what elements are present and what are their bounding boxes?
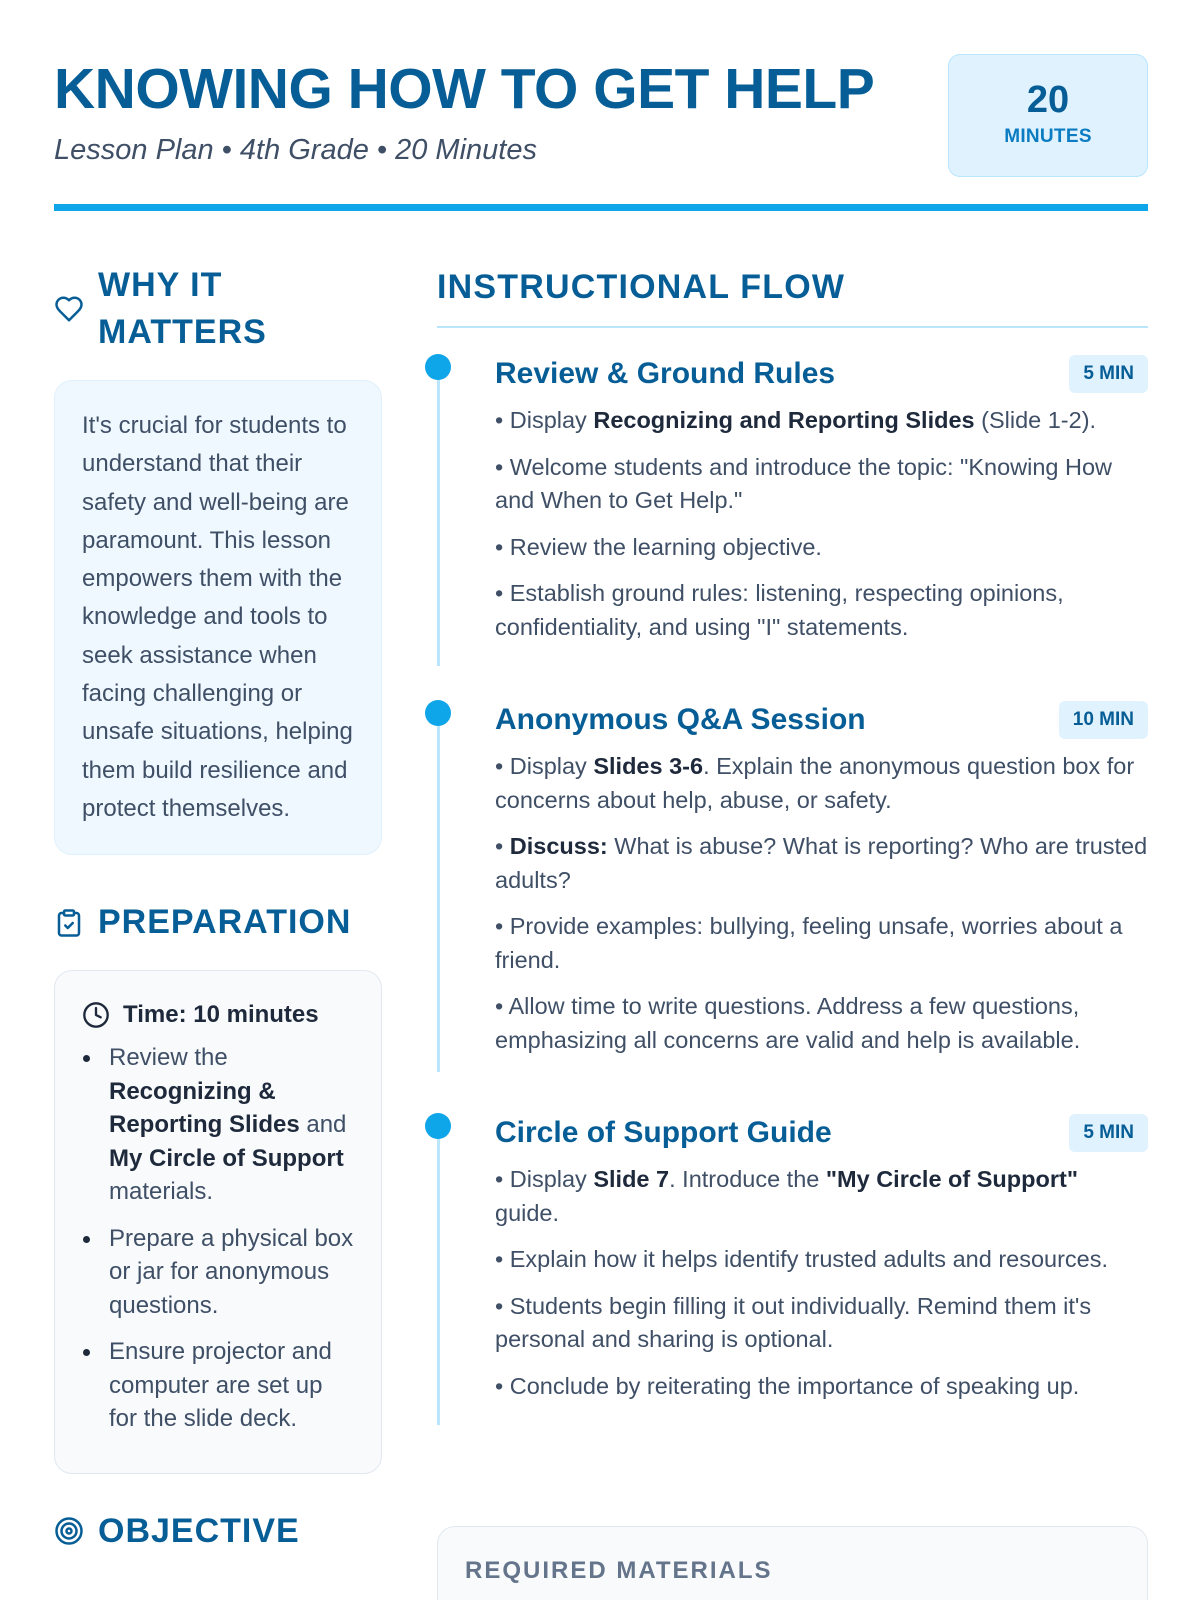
step-duration-badge: 5 MIN [1069,355,1148,393]
step-item [495,577,1148,644]
duration-badge [948,54,1148,177]
timeline-step [437,700,1148,1057]
emphasis-text: Discuss: [509,833,608,859]
duration-unit: MINUTES [1004,126,1092,147]
objective-title: OBJECTIVE [98,1511,300,1550]
why-body: It's crucial for students to understand that their safety and well-being are paramount. This lesson empowers them with the knowledge and tools to seek assistance when facing challenging or unsafe situations, helping them build resilience and protect themselves. [82,412,353,822]
preparation-time-label: Time: 10 minutes [123,1001,319,1029]
emphasis-text: My Circle of Support [109,1144,344,1172]
lesson-title: KNOWING HOW TO GET HELP [54,57,875,121]
text-run: What is abuse? What is reporting? Who are trusted adults? [495,833,1148,893]
step-title: Anonymous Q&A Session [495,703,866,736]
timeline-dot [425,700,451,726]
step-title: Circle of Support Guide [495,1116,832,1149]
step-duration-badge: 5 MIN [1069,1114,1148,1152]
text-run: • Display [495,753,594,779]
timeline-step [437,354,1148,644]
lesson-subtitle: Lesson Plan • 4th Grade • 20 Minutes [54,134,537,166]
right-column [437,262,1148,1416]
text-run: • Establish ground rules: listening, respecting opinions, confidentiality, and using "I" statements. [495,580,1064,640]
timeline-dot [425,1113,451,1139]
step-item [495,830,1148,897]
text-run: guide. [495,1199,560,1226]
preparation-card [54,970,382,1474]
text-run: • Explain how it helps identify trusted adults and resources. [495,1246,1109,1272]
preparation-list [82,1041,355,1436]
emphasis-text: Slides 3-6 [593,753,704,779]
lesson-header [54,54,1148,212]
step-item [495,1290,1148,1357]
target-icon [54,1516,84,1546]
text-run: and [299,1111,347,1139]
text-run: • Conclude by reiterating the importance of speaking up. [495,1372,1080,1399]
text-run: • Display [495,407,594,433]
emphasis-text: Recognizing and Reporting Slides [593,407,975,433]
preparation-section-header [54,899,382,946]
step-items [495,750,1148,1057]
timeline [437,354,1148,1403]
text-run: (Slide 1-2). [974,407,1097,433]
preparation-item [82,1222,355,1323]
step-item [495,1370,1148,1404]
text-run: • Review the learning objective. [495,533,822,560]
preparation-item [82,1335,355,1436]
clock-icon [82,1001,110,1029]
step-header [495,1113,1148,1153]
required-materials-card [437,1526,1148,1600]
step-item [495,1163,1148,1230]
required-materials-title: REQUIRED MATERIALS [465,1557,773,1584]
step-item [495,750,1148,817]
step-title: Review & Ground Rules [495,357,836,390]
why-card [54,380,382,855]
flow-divider [437,326,1148,328]
preparation-title: PREPARATION [98,903,352,942]
step-item [495,910,1148,977]
duration-value: 20 [1026,79,1070,121]
emphasis-text: Recognizing & Reporting Slides [109,1077,300,1139]
step-item [495,1243,1148,1277]
timeline-connector [437,712,440,1072]
text-run: . Explain the anonymous question box for concerns about help, abuse, or safety. [495,753,1135,813]
text-run: • Welcome students and introduce the topic: "Knowing How and When to Get Help." [495,453,1113,513]
objective-section-header [54,1508,382,1555]
text-run: materials. [109,1178,214,1206]
emphasis-text: Slide 7 [593,1166,670,1192]
left-column [54,262,382,1555]
emphasis-text: "My Circle of Support" [825,1166,1078,1192]
text-run: • Allow time to write questions. Address a few questions, emphasizing all concerns are valid and help is available. [495,993,1081,1053]
text-run: . Introduce the [669,1166,826,1192]
text-run: Ensure projector and computer are set up for the slide deck. [109,1338,332,1433]
instructional-flow-title: INSTRUCTIONAL FLOW [437,268,846,306]
step-items [495,1163,1148,1403]
preparation-item [82,1041,355,1209]
step-item [495,990,1148,1057]
clipboard-check-icon [54,908,84,938]
preparation-time [82,997,355,1033]
text-run: Review the [109,1044,228,1072]
text-run: • Provide examples: bullying, feeling unsafe, worries about a friend. [495,913,1123,973]
step-item [495,531,1148,565]
why-title: WHY IT MATTERS [98,266,267,351]
step-header [495,700,1148,740]
step-item [495,451,1148,518]
text-run: Prepare a physical box or jar for anonymous questions. [109,1224,354,1319]
timeline-connector [437,366,440,666]
step-duration-badge: 10 MIN [1059,701,1148,739]
text-run: • [495,833,510,859]
step-item [495,404,1148,438]
why-section-header [54,262,382,356]
step-items [495,404,1148,644]
text-run: • Display [495,1166,594,1192]
timeline-step [437,1113,1148,1403]
timeline-connector [437,1125,440,1425]
header-divider [54,204,1148,211]
timeline-dot [425,354,451,380]
heart-icon [54,294,84,324]
text-run: • Students begin filling it out individually. Remind them it's personal and sharing is optional. [495,1292,1092,1352]
step-header [495,354,1148,394]
